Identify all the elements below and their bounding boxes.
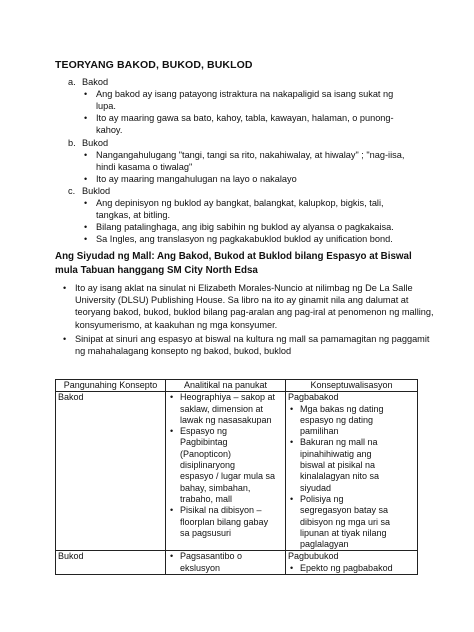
list-item: • Pagsasantibo o ekslusyon: [180, 551, 283, 574]
section-bakod: [68, 76, 442, 136]
section-heading: b. Bukod: [68, 138, 109, 148]
list-item: • Epekto ng pagbabakod: [300, 563, 415, 574]
concept-cell: Bakod: [56, 392, 166, 551]
section-heading: a. Bakod: [68, 77, 109, 87]
list-item: • Mga bakas ng dating espasyo ng dating pamilihan: [300, 404, 415, 438]
paragraph-list: [75, 282, 435, 359]
list-item: • Ito ay maaring gawa sa bato, kahoy, tabla, kawayan, halaman, o punong- kahoy.: [96, 112, 442, 136]
concept-cell: Bukod: [56, 551, 166, 575]
table-header-row: [56, 380, 418, 392]
list-item: • Ang depinisyon ng buklod ay bangkat, balangkat, kalupkop, bigkis, tali, tangkas, at bitling.: [96, 197, 442, 221]
concept-table: [55, 379, 418, 575]
column-header: Konseptuwalisasyon: [286, 380, 418, 392]
table-row: [56, 392, 418, 551]
section-bukod: [68, 137, 442, 185]
bullet-list: [96, 197, 442, 245]
page-title: TEORYANG BAKOD, BUKOD, BUKLOD: [55, 59, 253, 71]
list-item: • Nangangahulugang "tangi, tangi sa rito, nakahiwalay, at hiwalay" ; "nag-iisa, hindi kasama o tiwalag": [96, 149, 442, 173]
list-item: • Heographiya – sakop at saklaw, dimension at lawak ng nasasakupan: [180, 392, 283, 426]
analitikal-cell: [166, 392, 286, 551]
list-item: • Ito ay maaring mangahulugan na layo o nakalayo: [96, 173, 442, 185]
list-item: • Bilang patalinghaga, ang ibig sabihin ng buklod ay alyansa o pagkakaisa.: [96, 221, 442, 233]
paragraph: • Ito ay isang aklat na sinulat ni Elizabeth Morales-Nuncio at nilimbag ng De La Salle University (DLSU) Publishing House. Sa libro na ito ay ginamit nila ang dalumat at teoryang bakod, bukod, buklod bilang pag-aralan ang pag-iral at penomenon ng malling, konsyumerismo, at kaakuhan ng mga konsyumer.: [75, 282, 435, 331]
list-item: • Sa Ingles, ang translasyon ng pagkakabuklod buklod ay unification bond.: [96, 233, 442, 245]
bullet-list: [96, 149, 442, 185]
paragraph: • Sinipat at sinuri ang espasyo at biswal na kultura ng mall sa pamamagitan ng paggamit ng mahahalagang konsepto ng bakod, bukod, buklod: [75, 333, 435, 357]
column-header: Pangunahing Konsepto: [56, 380, 166, 392]
list-item: • Ang bakod ay isang patayong istraktura na nakapaligid sa isang sukat ng lupa.: [96, 88, 442, 112]
konsepto-cell: [286, 551, 418, 575]
section-buklod: [68, 185, 442, 245]
konsepto-heading: Pagbubukod: [288, 551, 339, 562]
section-heading-siyudad-ng-mall: Ang Siyudad ng Mall: Ang Bakod, Bukod at Buklod bilang Espasyo at Biswal mula Tabuan hanggang SM City North Edsa: [55, 251, 412, 276]
bullet-list: [96, 88, 442, 136]
konsepto-heading: Pagbabakod: [288, 392, 339, 403]
table-row: [56, 551, 418, 575]
list-item: • Polisiya ng segregasyon batay sa dibisyon ng mga uri sa lipunan at tiyak nilang paglalagyan: [300, 494, 415, 550]
list-item: • Pisikal na dibisyon – floorplan bilang gabay sa pagsusuri: [180, 505, 283, 539]
konsepto-cell: [286, 392, 418, 551]
list-item: • Espasyo ng Pagbibintag (Panopticon) disiplinaryong espasyo / lugar mula sa bahay, simbahan, trabaho, mall: [180, 426, 283, 505]
analitikal-cell: [166, 551, 286, 575]
list-item: • Bakuran ng mall na ipinahihiwatig ang biswal at pisikal na kinalalagyan nito sa siyudad: [300, 437, 415, 493]
section-heading: c. Buklod: [68, 186, 111, 196]
column-header: Analitikal na panukat: [166, 380, 286, 392]
